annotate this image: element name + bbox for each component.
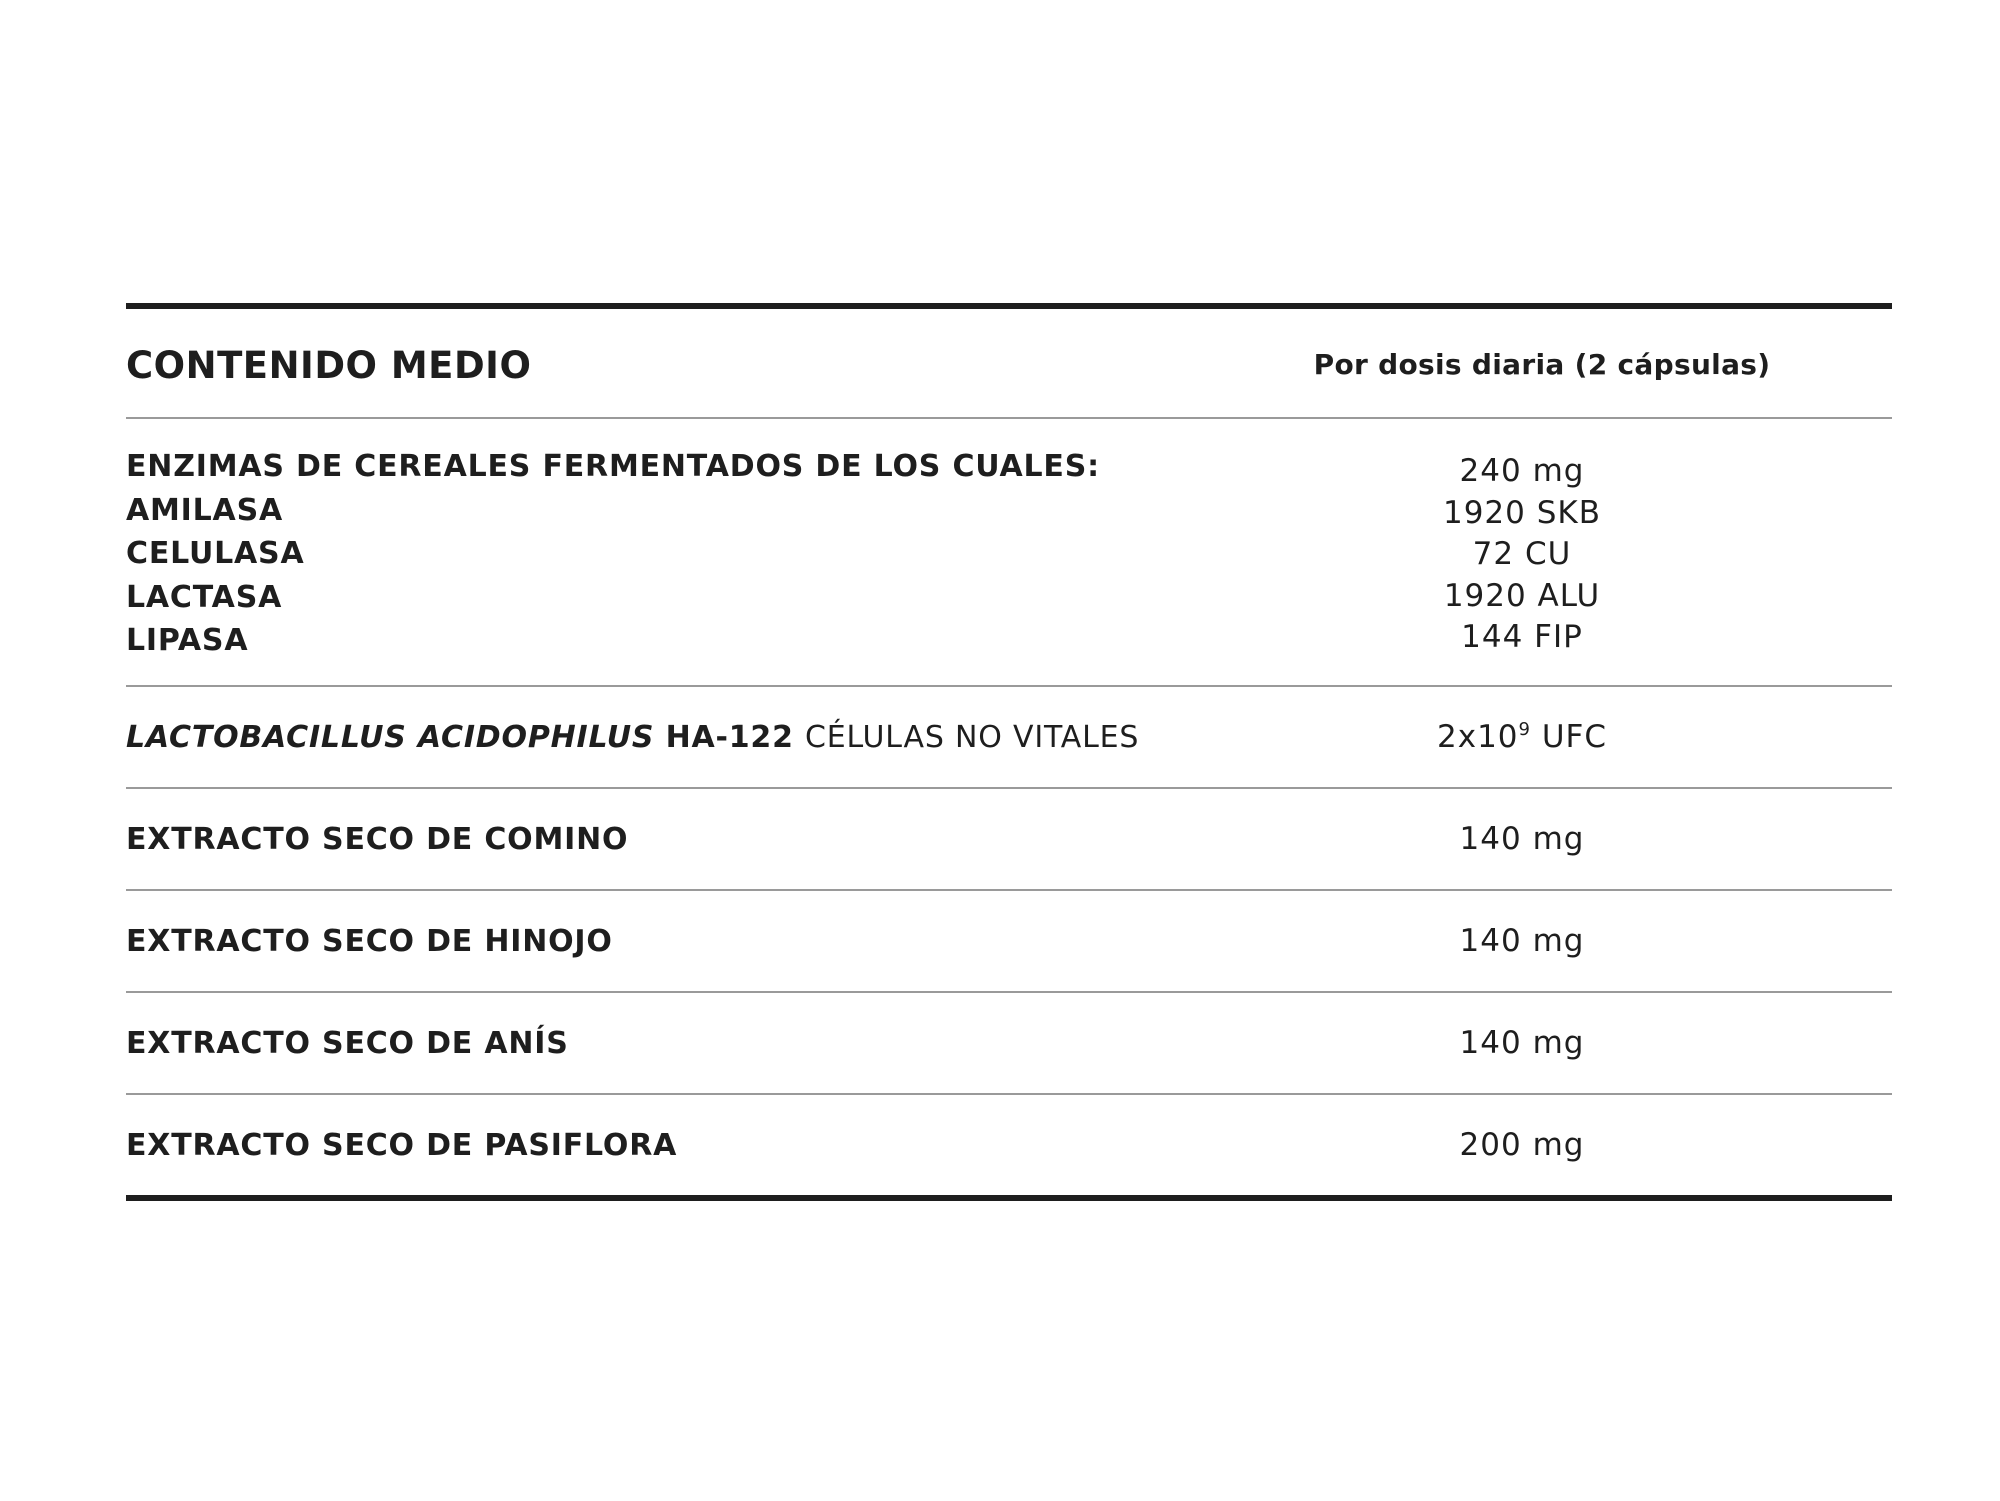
- enzyme-value: 144 FIP: [1461, 619, 1583, 655]
- ingredient-value: 140 mg: [1459, 821, 1585, 857]
- table-bottom-rule: [126, 1195, 1892, 1201]
- ingredient-name: EXTRACTO SECO DE ANÍS: [126, 1025, 569, 1061]
- ingredient-value: 200 mg: [1459, 1127, 1585, 1163]
- enzyme-value: 1920 SKB: [1442, 494, 1602, 531]
- table-row-enzymes: [126, 419, 1892, 685]
- dose-column-header: Por dosis diaria (2 cápsulas): [1313, 347, 1771, 381]
- enzyme-value: 240 mg: [1459, 453, 1585, 489]
- ingredient-value: 140 mg: [1459, 1025, 1585, 1061]
- enzyme-name: LACTASA: [126, 579, 283, 615]
- enzyme-value: 72 CU: [1472, 536, 1572, 572]
- value-base: 2x10: [1437, 719, 1519, 755]
- table-row: [126, 1095, 1892, 1195]
- value-unit: UFC: [1541, 719, 1607, 755]
- table-row: [126, 993, 1892, 1093]
- ingredient-name: [126, 720, 1227, 755]
- enzyme-name: LIPASA: [126, 623, 249, 658]
- nutrition-table: [126, 303, 1892, 1201]
- ingredient-name: EXTRACTO SECO DE PASIFLORA: [126, 1127, 678, 1163]
- enzyme-name: AMILASA: [126, 492, 283, 528]
- enzyme-name: CELULASA: [126, 536, 305, 571]
- enzyme-values: [1227, 419, 1892, 659]
- value-exponent: 9: [1518, 719, 1531, 740]
- species-name: LACTOBACILLUS ACIDOPHILUS: [126, 719, 655, 755]
- enzyme-name: ENZIMAS DE CEREALES FERMENTADOS DE LOS CUALES:: [126, 449, 1100, 484]
- table-row: [126, 891, 1892, 991]
- strain-code: HA-122: [665, 719, 794, 755]
- ingredient-name: EXTRACTO SECO DE COMINO: [126, 821, 629, 857]
- table-row-lactobacillus: [126, 687, 1892, 787]
- enzyme-names: [126, 419, 1227, 663]
- table-header-row: [126, 309, 1892, 417]
- ingredient-value: [1227, 719, 1892, 755]
- enzyme-value: 1920 ALU: [1443, 577, 1601, 614]
- ingredient-name: EXTRACTO SECO DE HINOJO: [126, 923, 613, 959]
- ingredient-value: 140 mg: [1459, 923, 1585, 959]
- table-title: CONTENIDO MEDIO: [126, 343, 532, 387]
- cell-description: CÉLULAS NO VITALES: [805, 719, 1140, 755]
- table-row: [126, 789, 1892, 889]
